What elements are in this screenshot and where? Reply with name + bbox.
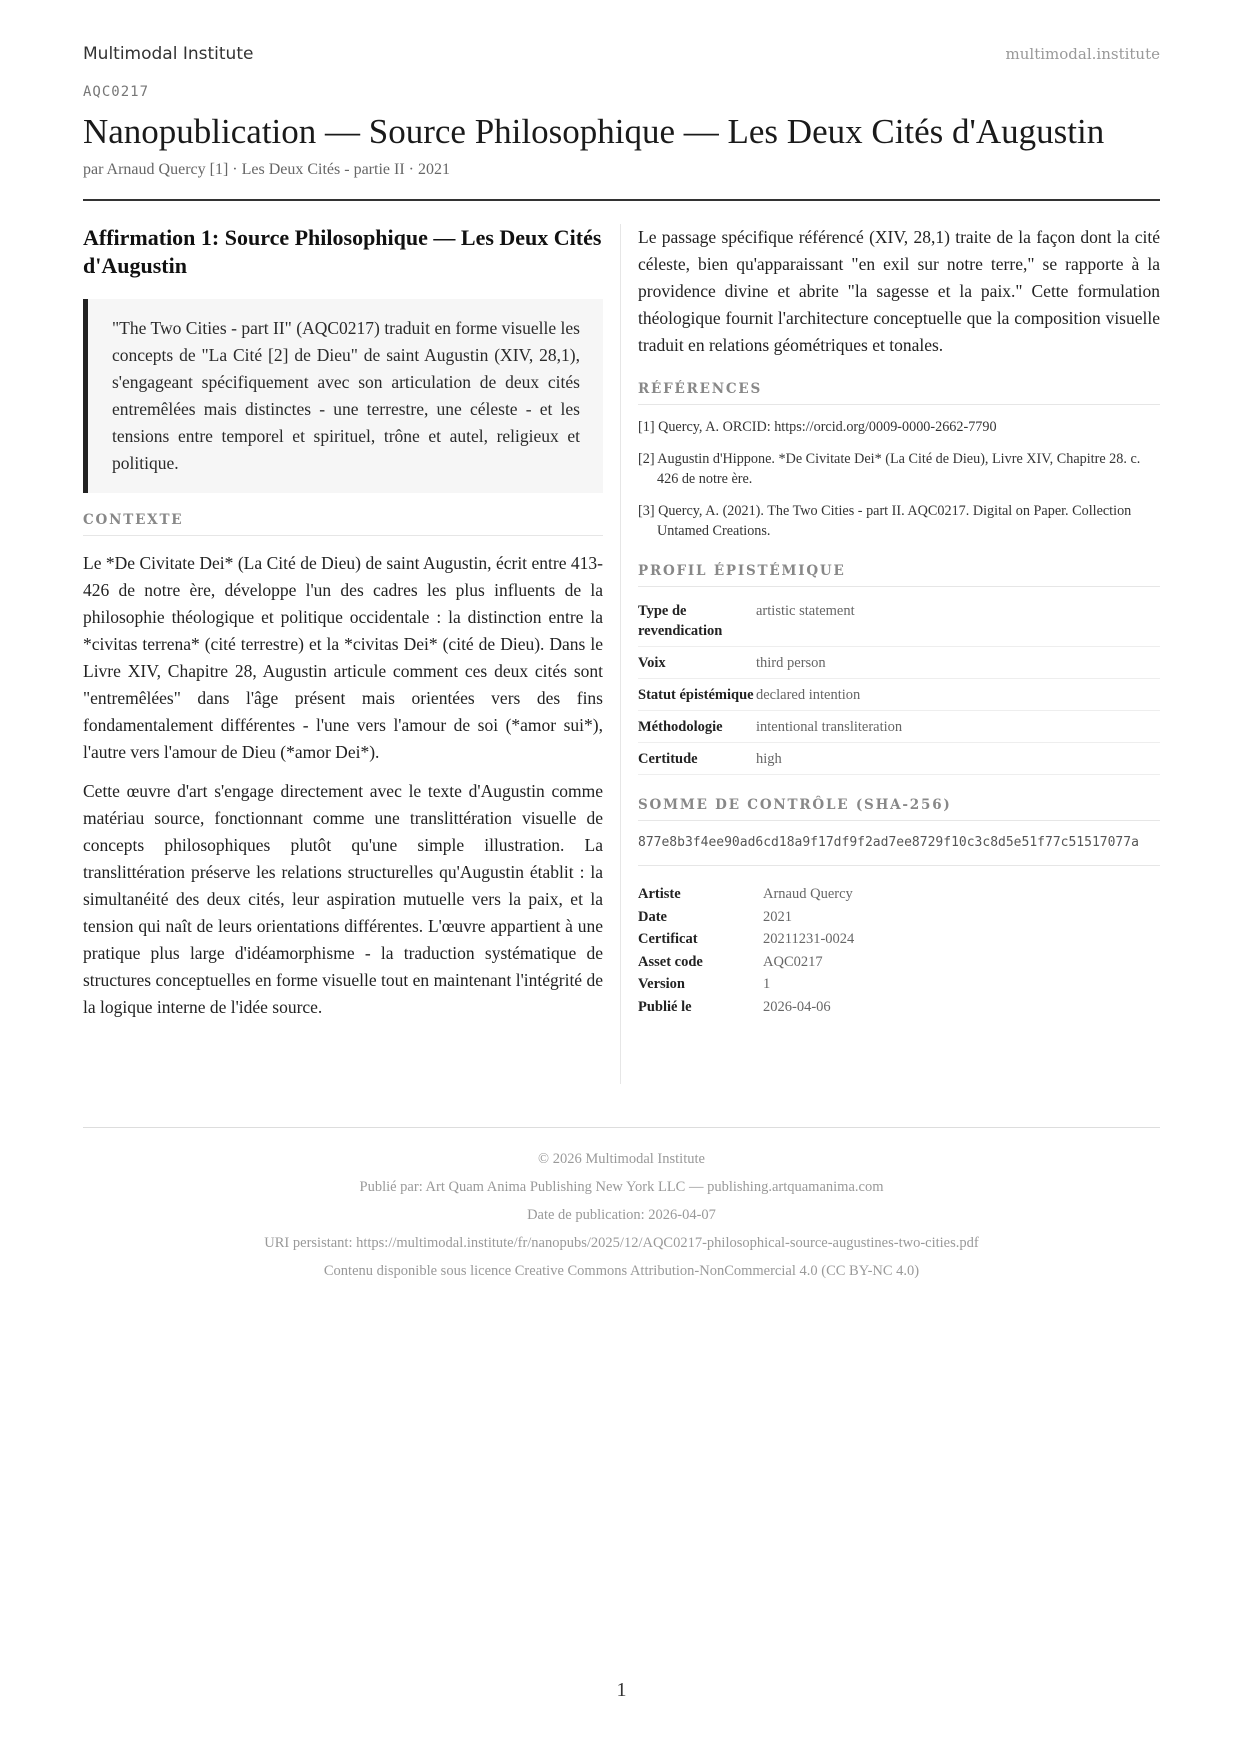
reference-item: [3] Quercy, A. (2021). The Two Cities - part II. AQC0217. Digital on Paper. Collection Untamed Creations. bbox=[638, 503, 1132, 539]
metadata-value: 2021 bbox=[763, 908, 792, 925]
context-continuation: Le passage spécifique référencé (XIV, 28,1) traite de la façon dont la cité céleste, bien qu'apparaissant "en exil sur notre terre," se rapporte à la providence divine et abrite "la sagesse et la paix." Cette formulation théologique fournit l'architecture conceptuelle que la composition visuelle traduit en relations géométriques et tonales. bbox=[638, 227, 1160, 355]
profile-row bbox=[638, 647, 1160, 679]
footer-license: Contenu disponible sous licence Creative Commons Attribution-NonCommercial 4.0 (CC BY-NC 4.0) bbox=[323, 1263, 920, 1279]
metadata-value: 1 bbox=[763, 976, 771, 992]
metadata-row bbox=[638, 951, 1160, 974]
metadata-value: 2026-04-06 bbox=[763, 998, 831, 1015]
claim-quote bbox=[83, 299, 603, 493]
site-url[interactable]: multimodal.institute bbox=[1005, 45, 1160, 63]
metadata-value: Arnaud Quercy bbox=[763, 886, 853, 902]
metadata-value: AQC0217 bbox=[763, 953, 823, 970]
profile-key: Statut épistémique bbox=[638, 679, 756, 711]
site-name: Multimodal Institute bbox=[83, 44, 254, 64]
metadata-row bbox=[638, 883, 1160, 906]
metadata-row bbox=[638, 996, 1160, 1019]
epistemic-profile-heading: PROFIL ÉPISTÉMIQUE bbox=[638, 563, 1160, 587]
footer-publication-date: Date de publication: 2026-04-07 bbox=[527, 1207, 716, 1223]
profile-key: Certitude bbox=[638, 743, 756, 775]
footer-copyright: © 2026 Multimodal Institute bbox=[538, 1151, 705, 1167]
page-header bbox=[83, 44, 1160, 68]
checksum-heading: SOMME DE CONTRÔLE (SHA-256) bbox=[638, 797, 1160, 821]
context-paragraph: Cette œuvre d'art s'engage directement avec le texte d'Augustin comme matériau source, fonctionnant comme une translittération visuelle de concepts philosophiques plutôt qu'une simple illustration. La translittération préserve les relations structurelles qu'Augustin établit : la simultanéité des deux cités, leur aspiration mutuelle vers la paix, et la tension qui naît de leurs orientations différentes. L'œuvre appartient à une pratique plus large d'idéamorphisme - la traduction systématique de structures conceptuelles en forme visuelle tout en maintenant l'intégrité de la logique interne de l'idée source. bbox=[83, 781, 603, 1017]
footer-persistent-uri[interactable]: URI persistant: https://multimodal.institute/fr/nanopubs/2025/12/AQC0217-philosophical-source-augustines-two-cities.pdf bbox=[264, 1235, 979, 1251]
side-column bbox=[638, 224, 1160, 1018]
metadata-key: Asset code bbox=[638, 953, 703, 970]
claim-title: Affirmation 1: Source Philosophique — Les Deux Cités d'Augustin bbox=[83, 225, 602, 278]
profile-value: third person bbox=[756, 647, 1160, 679]
metadata-table bbox=[638, 883, 1160, 1018]
document-title: Nanopublication — Source Philosophique — Les Deux Cités d'Augustin bbox=[83, 112, 1105, 151]
metadata-row bbox=[638, 973, 1160, 996]
title-divider bbox=[83, 199, 1160, 201]
metadata-row bbox=[638, 928, 1160, 951]
references-heading: RÉFÉRENCES bbox=[638, 381, 1160, 405]
profile-row bbox=[638, 595, 1160, 647]
page-number: 1 bbox=[616, 1679, 627, 1701]
main-column bbox=[83, 224, 603, 1021]
profile-value: intentional transliteration bbox=[756, 711, 1160, 743]
profile-row bbox=[638, 743, 1160, 775]
profile-value: artistic statement bbox=[756, 595, 1160, 647]
column-divider bbox=[620, 224, 621, 1084]
byline: par Arnaud Quercy [1] · Les Deux Cités - partie II · 2021 bbox=[83, 161, 450, 178]
epistemic-profile-table bbox=[638, 595, 1160, 775]
metadata-value: 20211231-0024 bbox=[763, 931, 855, 947]
context-heading: CONTEXTE bbox=[83, 512, 603, 536]
metadata-key: Publié le bbox=[638, 998, 692, 1015]
reference-item: [2] Augustin d'Hippone. *De Civitate Dei* (La Cité de Dieu), Livre XIV, Chapitre 28. c. 426 de notre ère. bbox=[638, 451, 1141, 487]
metadata-key: Artiste bbox=[638, 886, 681, 902]
footer-publisher: Publié par: Art Quam Anima Publishing New York LLC — publishing.artquamanima.com bbox=[359, 1179, 884, 1195]
metadata-row bbox=[638, 906, 1160, 929]
profile-row bbox=[638, 679, 1160, 711]
profile-value: high bbox=[756, 743, 1160, 775]
profile-key: Voix bbox=[638, 647, 756, 679]
reference-item: [1] Quercy, A. ORCID: https://orcid.org/0009-0000-2662-7790 bbox=[638, 419, 997, 435]
profile-key: Méthodologie bbox=[638, 711, 756, 743]
profile-row bbox=[638, 711, 1160, 743]
asset-code: AQC0217 bbox=[83, 84, 150, 100]
claim-quote-text: "The Two Cities - part II" (AQC0217) traduit en forme visuelle les concepts de "La Cité [2] de Dieu" de saint Augustin (XIV, 28,1), s'engageant spécifiquement avec son articulation de deux cités entremêlées mais distinctes - une terrestre, une céleste - et les tensions entre temporel et spirituel, trône et autel, religieux et politique. bbox=[112, 318, 580, 473]
metadata-key: Certificat bbox=[638, 931, 698, 947]
context-paragraph: Le *De Civitate Dei* (La Cité de Dieu) de saint Augustin, écrit entre 413-426 de notre ère, développe l'un des cadres les plus influents de la philosophie théologique et politique occidentale : la distinction entre la *civitas terrena* (cité terrestre) et la *civitas Dei* (cité de Dieu). Dans le Livre XIV, Chapitre 28, Augustin articule comment ces deux cités sont "entremêlées" dans l'âge présent mais orientées vers des fins fondamentalement différentes - l'une vers l'amour de soi (*amor sui*), l'autre vers l'amour de Dieu (*amor Dei*). bbox=[83, 553, 603, 762]
page-footer bbox=[83, 1145, 1160, 1285]
metadata-key: Version bbox=[638, 976, 685, 992]
references-list bbox=[638, 417, 1160, 541]
metadata-key: Date bbox=[638, 908, 667, 925]
profile-key: Type de revendication bbox=[638, 595, 756, 647]
checksum-value: 877e8b3f4ee90ad6cd18a9f17df9f2ad7ee8729f10c3c8d5e51f77c51517077a bbox=[638, 833, 1160, 866]
profile-value: declared intention bbox=[756, 679, 1160, 711]
footer-divider bbox=[83, 1127, 1160, 1128]
